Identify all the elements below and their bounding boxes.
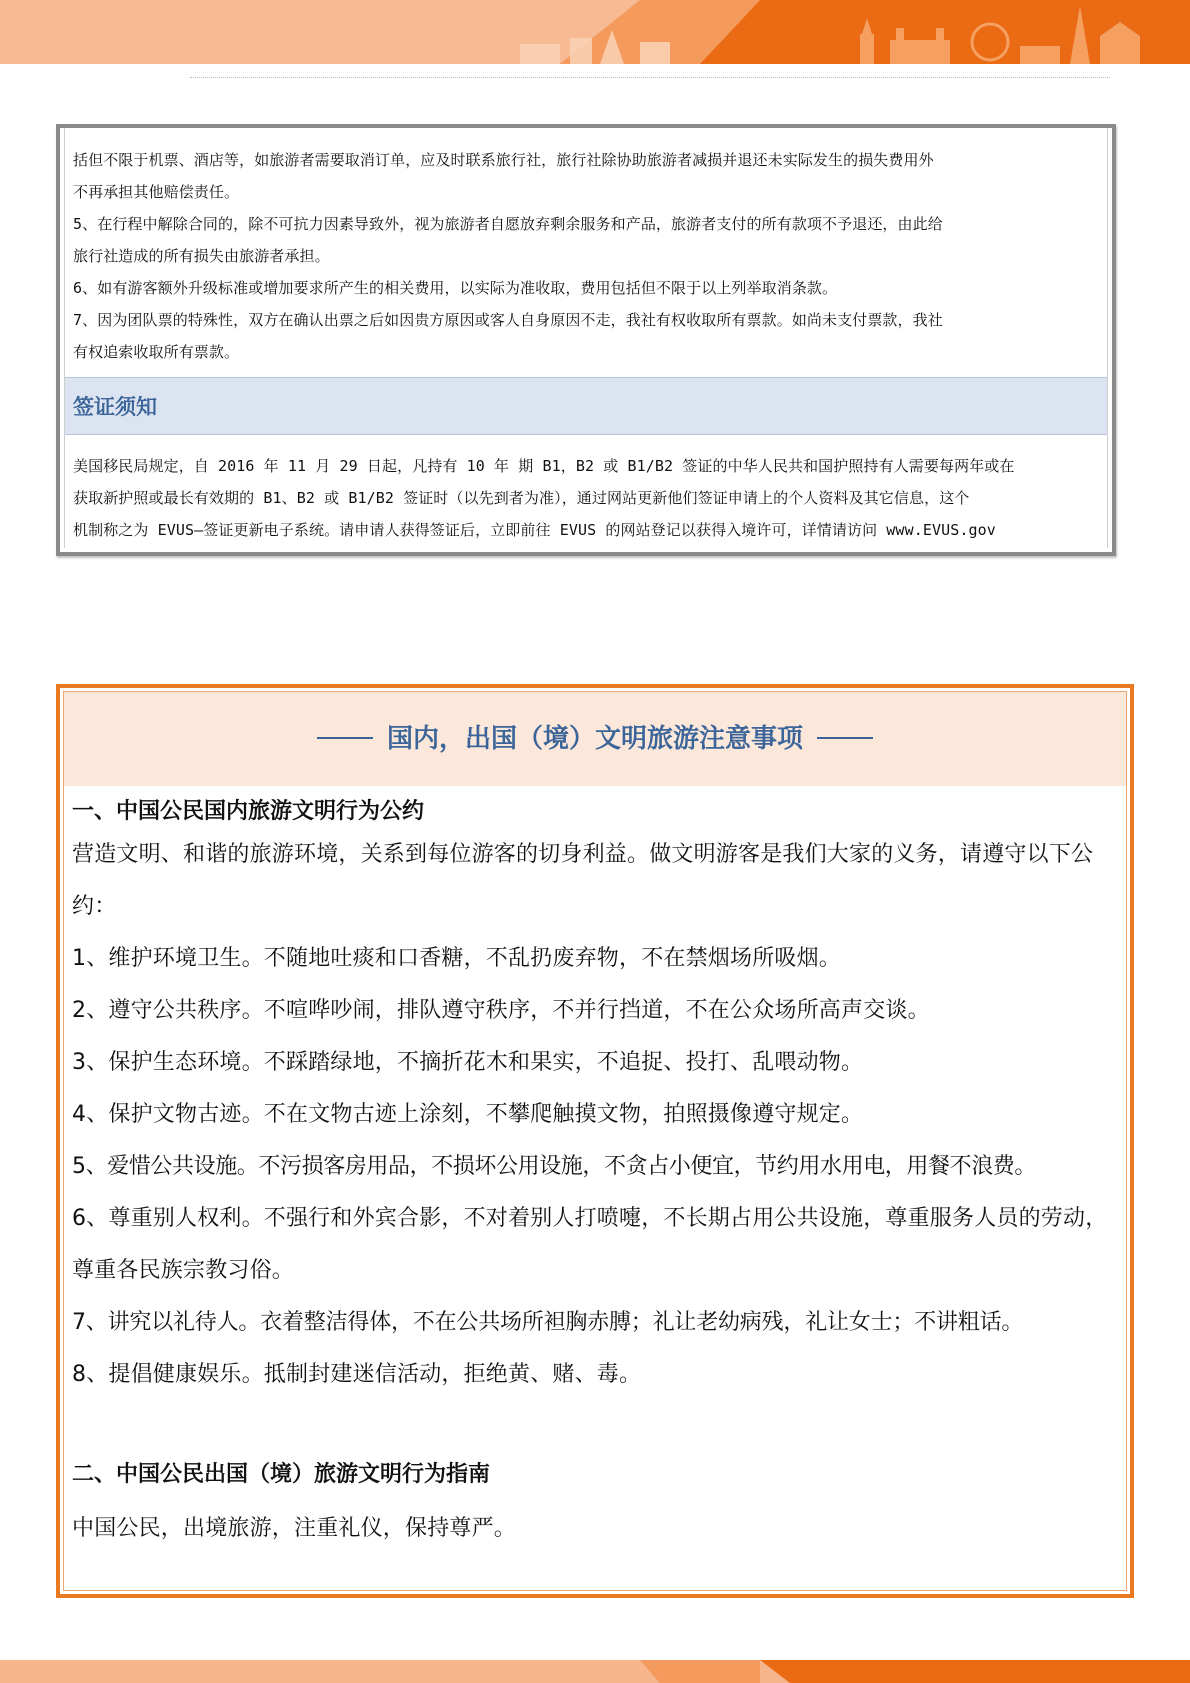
header-divider xyxy=(190,77,1110,78)
visa-title: 签证须知 xyxy=(73,395,157,419)
notice-header xyxy=(64,692,1126,786)
travel-etiquette-box xyxy=(56,684,1134,1598)
rule-item: 4、保护文物古迹。不在文物古迹上涂刻，不攀爬触摸文物，拍照摄像遵守规定。 xyxy=(72,1102,864,1127)
cancellation-terms xyxy=(65,144,1107,368)
terms-line: 6、如有游客额外升级标准或增加要求所产生的相关费用，以实际为准收取，费用包括但不限于以上列举取消条款。 xyxy=(73,279,838,297)
visa-line: 美国移民局规定，自 2016 年 11 月 29 日起，凡持有 10 年 期 B1，B2 或 B1/B2 签证的中华人民共和国护照持有人需要每两年或在 xyxy=(73,457,1015,475)
visa-line: 获取新护照或最长有效期的 B1、B2 或 B1/B2 签证时（以先到者为准），通过网站更新他们签证申请上的个人资料及其它信息，这个 xyxy=(73,489,970,507)
section2-intro: 中国公民，出境旅游，注重礼仪，保持尊严。 xyxy=(72,1516,517,1541)
section1-intro: 营造文明、和谐的旅游环境，关系到每位游客的切身利益。做文明游客是我们大家的义务，请遵守以下公约： xyxy=(72,842,1094,919)
travel-etiquette-inner xyxy=(63,691,1127,1591)
section1-heading: 一、中国公民国内旅游文明行为公约 xyxy=(72,799,425,824)
rule-item: 1、维护环境卫生。不随地吐痰和口香糖，不乱扔废弃物，不在禁烟场所吸烟。 xyxy=(72,946,841,971)
section2-heading: 二、中国公民出国（境）旅游文明行为指南 xyxy=(72,1462,491,1487)
terms-line: 旅行社造成的所有损失由旅游者承担。 xyxy=(73,247,330,265)
terms-visa-box xyxy=(56,124,1116,556)
notice-body xyxy=(72,792,1120,1555)
rule-item: 7、讲究以礼待人。衣着整洁得体，不在公共场所袒胸赤膊；礼让老幼病残，礼让女士；不讲粗话。 xyxy=(72,1310,1024,1335)
visa-notice xyxy=(65,450,1107,546)
notice-title: 国内，出国（境）文明旅游注意事项 xyxy=(386,724,803,754)
terms-line: 7、因为团队票的特殊性，双方在确认出票之后如因贵方原因或客人自身原因不走，我社有权收取所有票款。如尚未支付票款，我社 xyxy=(73,311,943,329)
rule-item: 5、爱惜公共设施。不污损客房用品，不损坏公用设施，不贪占小便宜，节约用水用电，用餐不浪费。 xyxy=(72,1154,1037,1179)
skyline-graphic xyxy=(0,0,1190,64)
terms-line: 括但不限于机票、酒店等，如旅游者需要取消订单，应及时联系旅行社，旅行社除协助旅游者减损并退还未实际发生的损失费用外 xyxy=(73,151,934,169)
title-dash-left xyxy=(317,737,373,739)
rule-item: 2、遵守公共秩序。不喧哗吵闹，排队遵守秩序，不并行挡道，不在公众场所高声交谈。 xyxy=(72,998,930,1023)
terms-line: 5、在行程中解除合同的，除不可抗力因素导致外，视为旅游者自愿放弃剩余服务和产品，旅游者支付的所有款项不予退还，由此给 xyxy=(73,215,943,233)
rule-item: 3、保护生态环境。不踩踏绿地，不摘折花木和果实，不追捉、投打、乱喂动物。 xyxy=(72,1050,864,1075)
rule-item: 6、尊重别人权利。不强行和外宾合影，不对着别人打喷嚏，不长期占用公共设施，尊重服务人员的劳动，尊重各民族宗教习俗。 xyxy=(72,1206,1108,1283)
title-dash-right xyxy=(817,737,873,739)
terms-visa-inner xyxy=(64,128,1108,548)
terms-line: 有权追索收取所有票款。 xyxy=(73,343,240,361)
footer-banner xyxy=(0,1660,1190,1683)
terms-line: 不再承担其他赔偿责任。 xyxy=(73,183,240,201)
header-banner xyxy=(0,0,1190,64)
visa-section-header xyxy=(65,377,1107,435)
footer-stripe-graphic xyxy=(0,1660,1190,1683)
notice-title-row xyxy=(64,692,1126,786)
rule-item: 8、提倡健康娱乐。抵制封建迷信活动，拒绝黄、赌、毒。 xyxy=(72,1362,642,1387)
visa-line: 机制称之为 EVUS–签证更新电子系统。请申请人获得签证后，立即前往 EVUS 的网站登记以获得入境许可，详情请访问 www.EVUS.gov xyxy=(73,521,996,539)
